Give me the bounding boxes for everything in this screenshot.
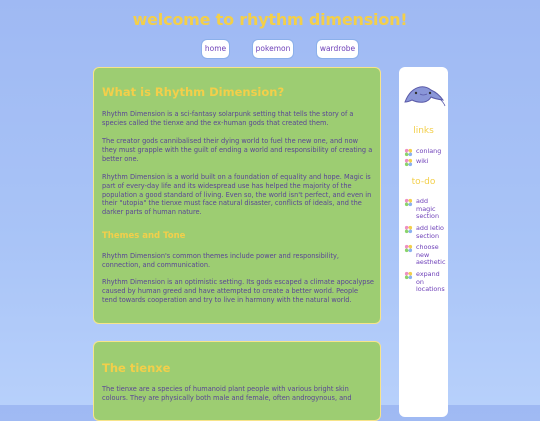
todo-item [404, 244, 446, 268]
flower-icon [404, 244, 413, 253]
intro-paragraph: Rhythm Dimension is a world built on a foundation of equality and hope. Magic is part of every-day life and its widespread use has helped the majority of the population a good standard of living. Even so, the world isn't perfect, and even in their "utopia" the tienxe must face natural disaster, conflicts of ideals, and the darker parts of human nature. [102, 173, 372, 217]
nav-pokemon-button[interactable]: pokemon [253, 40, 293, 58]
section-title: The tienxe [102, 361, 171, 375]
todo-label: add letio section [416, 224, 444, 240]
nav-home-button[interactable]: home [202, 40, 229, 58]
manta-ray-creature-icon [402, 83, 446, 107]
section-subtitle: Themes and Tone [102, 231, 186, 241]
todo-heading: to-do [411, 177, 436, 187]
todo-item [404, 271, 446, 295]
intro-paragraph: Rhythm Dimension is a sci-fantasy solarpunk setting that tells the story of a species called the tienxe and the ex-human gods that created them. [102, 110, 354, 127]
flower-icon [404, 148, 413, 157]
flower-icon [404, 225, 413, 234]
todo-label: add magic section [416, 197, 440, 221]
tienxe-card [93, 341, 381, 421]
intro-paragraph: The creator gods cannibalised their dying world to fuel the new one, and now they must grapple with the guilt of ending a world and responsibility of creating a better one. [102, 137, 373, 163]
flower-icon [404, 271, 413, 280]
themes-paragraph: Rhythm Dimension's common themes include power and responsibility, connection, and communication. [102, 252, 339, 269]
todo-item [404, 198, 446, 222]
sidebar [399, 67, 448, 417]
themes-paragraph: Rhythm Dimension is an optimistic setting. Its gods escaped a climate apocalypse caused by human greed and have attempted to create a better world. People tend towards cooperation and try to live in harmony with the natural world. [102, 278, 374, 304]
flower-icon [404, 158, 413, 167]
sidebar-link-conlang[interactable] [404, 148, 446, 157]
section-title: What is Rhythm Dimension? [102, 85, 285, 99]
todo-label: choose new aesthetic [416, 243, 446, 267]
nav-wardrobe-button[interactable]: wardrobe [317, 40, 358, 58]
sidebar-link-label[interactable]: wiki [416, 157, 429, 165]
sidebar-link-wiki[interactable] [404, 158, 446, 167]
site-title: welcome to rhythm dimension! [132, 10, 408, 29]
links-heading: links [413, 126, 434, 136]
top-nav [0, 40, 540, 58]
flower-icon [404, 198, 413, 207]
sidebar-link-label[interactable]: conlang [416, 147, 442, 155]
tienxe-paragraph: The tienxe are a species of humanoid plant people with various bright skin colours. They are physically both male and female, often androgynous, and [102, 385, 352, 402]
todo-item [404, 225, 446, 241]
intro-card [93, 67, 381, 324]
todo-label: expand on locations [416, 270, 445, 294]
